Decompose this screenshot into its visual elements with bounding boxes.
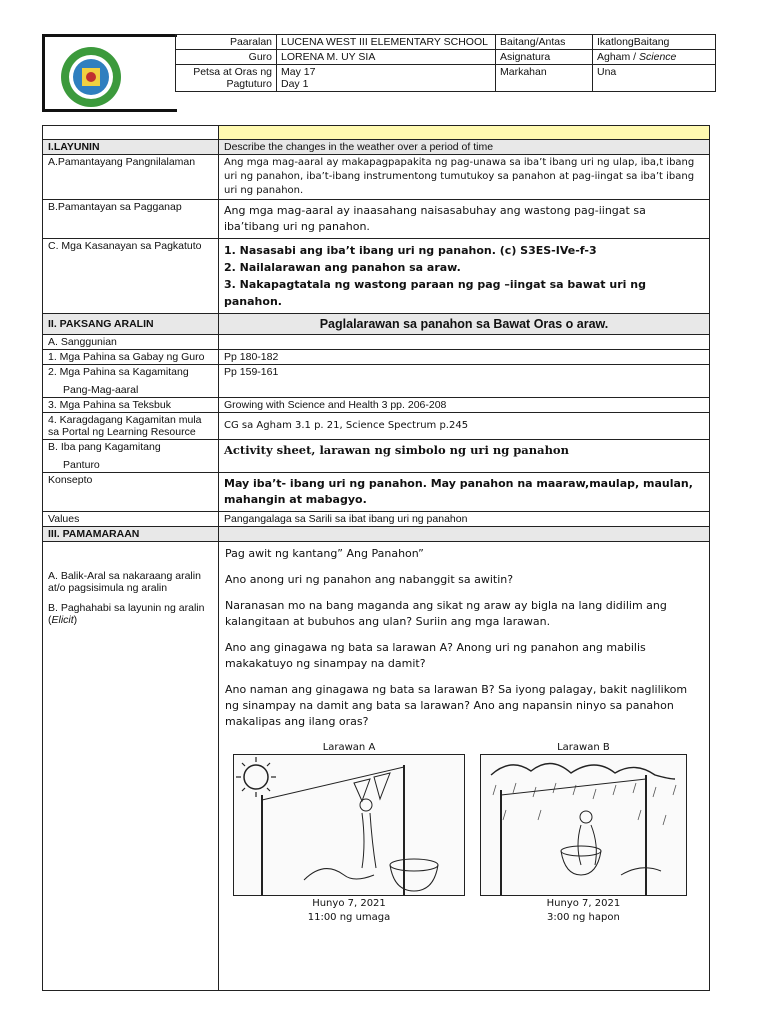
table-row — [43, 542, 710, 991]
picture-frame — [233, 754, 465, 896]
row-label-line: Panturo — [63, 459, 100, 471]
row-label: A. Sanggunian — [43, 335, 219, 350]
picture-date: Hunyo 7, 2021 — [312, 898, 386, 909]
row-label-text: B. Paghahabi sa layunin ng aralin ( — [48, 602, 205, 626]
section-paksa-value: Paglalarawan sa panahon sa Bawat Oras o araw. — [219, 314, 710, 335]
picture-time: 3:00 ng hapon — [547, 912, 620, 923]
table-row — [43, 527, 710, 542]
school-seal-icon — [60, 46, 122, 108]
row-label: A.Pamantayang Pangnilalaman — [43, 155, 219, 200]
row-label — [43, 542, 219, 991]
table-row — [43, 314, 710, 335]
header-row — [176, 50, 716, 65]
activity-paragraph: Ano naman ang ginagawa ng bata sa larawan B? Sa iyong palagay, bakit naglilikom ng sinampay na damit ang bata sa larawan? Ano ang napansin ninyo sa panahon makalipas ang ilang oras? — [225, 683, 688, 728]
label-baitang: Baitang/Antas — [496, 35, 593, 50]
table-row — [43, 239, 710, 314]
row-label: 4. Karagdagang Kagamitan mula sa Portal ng Learning Resource — [43, 413, 219, 440]
row-value: Growing with Science and Health 3 pp. 206-208 — [219, 398, 710, 413]
row-label: Values — [43, 512, 219, 527]
value-asignatura-italic: Science — [639, 51, 677, 63]
label-asignatura: Asignatura — [496, 50, 593, 65]
row-value: Pangangalaga sa Sarili sa ibat ibang uri ng panahon — [219, 512, 710, 527]
table-row — [43, 512, 710, 527]
row-value: Ang mga mag-aaral ay makapagpapakita ng pag-unawa sa iba’t ibang uri ng ulap, iba,t ibang uri ng panahon, iba’t-ibang instrumentong tumutukoy sa panahon at pag-iingat sa iba’t ibang uri ng panahon. — [219, 155, 710, 200]
picture-time: 11:00 ng umaga — [307, 912, 391, 923]
value-guro: LORENA M. UY SIA — [277, 50, 496, 65]
section-layunin-value: Describe the changes in the weather over a period of time — [219, 140, 710, 155]
row-label: B.Pamantayan sa Pagganap — [43, 200, 219, 239]
list-item: 2. Nailalarawan ang panahon sa araw. — [224, 261, 461, 274]
row-value: May iba’t- ibang uri ng panahon. May panahon na maaraw,maulap, maulan, mahangin at mabagyo. — [219, 473, 710, 512]
table-row — [43, 473, 710, 512]
row-label: Konsepto — [43, 473, 219, 512]
section-pamamaraan-value — [219, 527, 710, 542]
label-markahan: Markahan — [496, 65, 593, 92]
row-label-text: ) — [73, 614, 78, 626]
header-row — [176, 65, 716, 92]
rainy-laundry-illustration-icon — [481, 755, 686, 895]
list-item: 3. Nakapagtatala ng wastong paraan ng pag –iingat sa bawat uri ng panahon. — [224, 278, 646, 308]
picture-frame — [480, 754, 687, 896]
table-row — [43, 335, 710, 350]
picture-title: Larawan A — [322, 742, 376, 753]
table-row — [43, 398, 710, 413]
table-row — [43, 200, 710, 239]
picture-b — [480, 740, 687, 924]
table-row — [43, 155, 710, 200]
row-label-line: 2. Mga Pahina sa Kagamitang — [48, 366, 189, 378]
row-value: Ang mga mag-aaral ay inaasahang naisasabuhay ang wastong pag-iingat sa iba’tibang uri ng panahon. — [219, 200, 710, 239]
row-value: CG sa Agham 3.1 p. 21, Science Spectrum p.245 — [219, 413, 710, 440]
table-row — [43, 440, 710, 473]
highlight-cell — [219, 126, 710, 140]
value-petsa: May 17 Day 1 — [277, 65, 496, 92]
row-value — [219, 239, 710, 314]
row-value: Pp 180-182 — [219, 350, 710, 365]
table-row — [43, 126, 710, 140]
row-label-line: Pang-Mag-aaral — [63, 384, 139, 396]
row-value: Pp 159-161 — [219, 365, 710, 398]
row-label — [43, 440, 219, 473]
lesson-plan-table — [42, 125, 710, 991]
row-label-line: B. Iba pang Kagamitang — [48, 441, 161, 453]
section-pamamaraan-label: III. PAMAMARAAN — [43, 527, 219, 542]
sunny-laundry-illustration-icon — [234, 755, 464, 895]
activity-paragraph: Naranasan mo na bang maganda ang sikat ng araw ay bigla na lang didilim ang kalangitaan at bubuhos ang ulan? Suriin ang mga larawan. — [225, 599, 667, 628]
table-row — [43, 140, 710, 155]
label-guro: Guro — [176, 50, 277, 65]
value-asignatura — [593, 50, 716, 65]
header-row — [176, 35, 716, 50]
value-paaralan: LUCENA WEST III ELEMENTARY SCHOOL — [277, 35, 496, 50]
row-label — [43, 365, 219, 398]
list-item: 1. Nasasabi ang iba’t ibang uri ng panahon. (c) S3ES-IVe-f-3 — [224, 244, 597, 257]
activity-paragraph: Ano ang ginagawa ng bata sa larawan A? Anong uri ng panahon ang mabilis makakatuyo ng sinampay na damit? — [225, 641, 646, 670]
activity-paragraph: Ano anong uri ng panahon ang nabanggit sa awitin? — [225, 573, 514, 586]
row-label-line — [48, 602, 213, 626]
value-baitang: IkatlongBaitang — [593, 35, 716, 50]
picture-a — [233, 740, 465, 924]
row-value — [219, 335, 710, 350]
label-paaralan: Paaralan — [176, 35, 277, 50]
section-layunin-label: I.LAYUNIN — [43, 140, 219, 155]
section-paksa-label: II. PAKSANG ARALIN — [43, 314, 219, 335]
activity-cell — [219, 542, 710, 991]
activity-paragraph: Pag awit ng kantang” Ang Panahon” — [225, 547, 424, 560]
row-label-line: A. Balik-Aral sa nakaraang aralin at/o pagsisimula ng aralin — [48, 570, 201, 594]
table-row — [43, 365, 710, 398]
picture-title: Larawan B — [557, 742, 610, 753]
row-label-italic: Elicit — [51, 614, 74, 626]
value-markahan: Una — [593, 65, 716, 92]
pictures-row — [225, 740, 704, 924]
picture-date: Hunyo 7, 2021 — [546, 898, 621, 909]
blank-cell — [43, 126, 219, 140]
header-table — [175, 34, 716, 92]
row-label: 3. Mga Pahina sa Teksbuk — [43, 398, 219, 413]
table-row — [43, 350, 710, 365]
table-row — [43, 413, 710, 440]
row-label: 1. Mga Pahina sa Gabay ng Guro — [43, 350, 219, 365]
value-asignatura-main: Agham / — [597, 51, 640, 63]
label-petsa: Petsa at Oras ng Pagtuturo — [176, 65, 277, 92]
row-label: C. Mga Kasanayan sa Pagkatuto — [43, 239, 219, 314]
row-value: Activity sheet, larawan ng simbolo ng uri ng panahon — [219, 440, 710, 473]
